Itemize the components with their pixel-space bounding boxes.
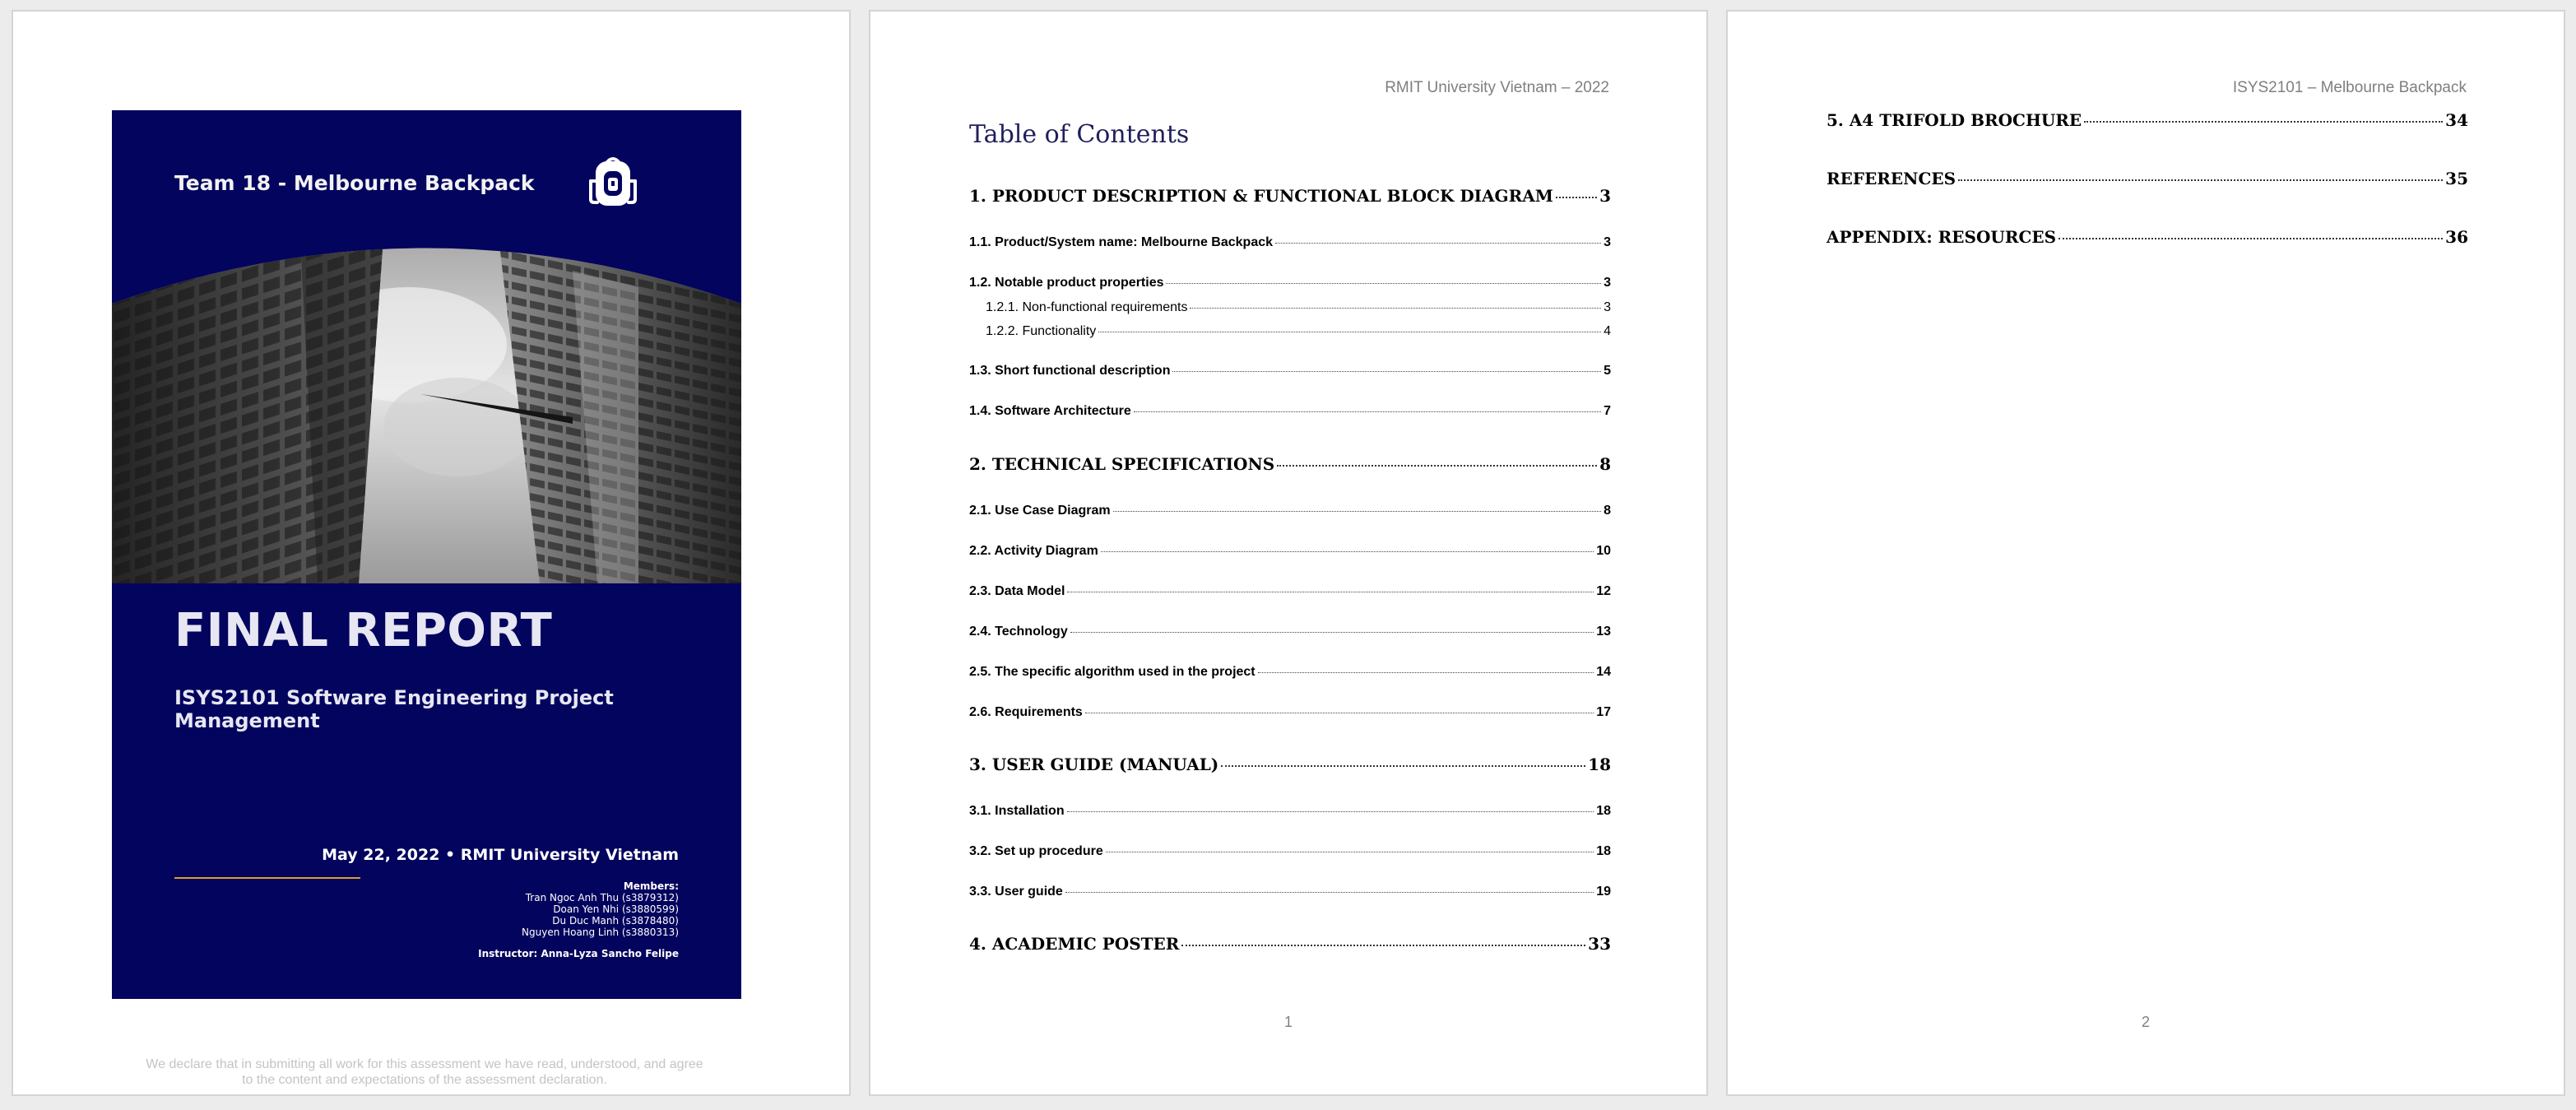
toc-entry[interactable] — [969, 454, 1611, 474]
running-header: ISYS2101 – Melbourne Backpack — [2232, 79, 2467, 96]
member-name: Du Duc Manh (s3878480) — [552, 915, 679, 927]
toc-entry-label: 2.6. Requirements — [969, 705, 1083, 719]
toc-dot-leader — [1166, 283, 1601, 284]
toc-dot-leader — [1181, 945, 1585, 946]
toc-entry-label: 2.1. Use Case Diagram — [969, 504, 1111, 518]
toc-heading: Table of Contents — [969, 120, 1190, 149]
toc-entry-label: APPENDIX: RESOURCES — [1826, 227, 2057, 247]
cover-instructor: Instructor: Anna-Lyza Sancho Felipe — [478, 948, 679, 959]
toc-entry-label: 1.3. Short functional description — [969, 364, 1171, 378]
toc-dot-leader — [2084, 121, 2443, 123]
toc-entry-label: 2.5. The specific algorithm used in the project — [969, 665, 1256, 679]
toc-entry-label: 2.4. Technology — [969, 625, 1068, 639]
member-name: Tran Ngoc Anh Thu (s3879312) — [525, 892, 679, 903]
toc-entry-label: 2. TECHNICAL SPECIFICATIONS — [969, 454, 1275, 474]
cover-team-name: Team 18 - Melbourne Backpack — [174, 171, 535, 195]
toc-dot-leader — [1070, 632, 1594, 633]
declaration-footnote: We declare that in submitting all work for this assessment we have read, understood, and agree to the content and expectations of the assessment declaration. — [146, 1057, 703, 1087]
toc-entry-page: 12 — [1596, 584, 1611, 598]
toc-entry-label: 1.2.2. Functionality — [986, 324, 1097, 338]
toc-entry[interactable] — [1826, 227, 2468, 247]
toc-entry-page: 3 — [1604, 235, 1611, 249]
toc-page-2 — [1726, 10, 2565, 1096]
toc-entry-page: 13 — [1596, 625, 1611, 639]
toc-entry-label: 1.1. Product/System name: Melbourne Backpack — [969, 235, 1274, 249]
toc-entry-label: 1.2. Notable product properties — [969, 276, 1164, 290]
toc-entry[interactable] — [969, 186, 1611, 206]
members-heading: Members: — [623, 880, 679, 892]
member-name: Doan Yen Nhi (s3880599) — [553, 903, 679, 915]
toc-entry-page: 17 — [1596, 705, 1611, 719]
toc-dot-leader — [1958, 179, 2443, 181]
toc-dot-leader — [1172, 371, 1601, 372]
backpack-icon — [584, 153, 642, 207]
toc-entry[interactable] — [969, 300, 1611, 315]
toc-entry-page: 35 — [2445, 169, 2468, 188]
cover-members — [522, 880, 679, 938]
toc-entry-label: 1. PRODUCT DESCRIPTION & FUNCTIONAL BLOCK DIAGRAM — [969, 186, 1553, 206]
toc-dot-leader — [1277, 465, 1597, 467]
toc-dot-leader — [1258, 672, 1594, 673]
cover-date-line: May 22, 2022 • RMIT University Vietnam — [322, 846, 679, 864]
toc-entry[interactable] — [1826, 110, 2468, 130]
toc-entry[interactable] — [969, 364, 1611, 379]
toc-entry[interactable] — [969, 324, 1611, 339]
page-number: 2 — [2141, 1014, 2150, 1030]
toc-entry-label: 3. USER GUIDE (MANUAL) — [969, 755, 1219, 774]
toc-entry-label: 1.4. Software Architecture — [969, 404, 1131, 418]
toc-entry[interactable] — [969, 755, 1611, 774]
toc-entry-label: 4. ACADEMIC POSTER — [969, 934, 1180, 954]
toc-entry-page: 18 — [1596, 844, 1611, 858]
toc-entry-label: 2.2. Activity Diagram — [969, 544, 1098, 558]
cover-page — [12, 10, 851, 1096]
toc-entry-label: 1.2.1. Non-functional requirements — [986, 300, 1188, 314]
toc-page-1 — [869, 10, 1708, 1096]
toc-entry-page: 33 — [1588, 934, 1611, 954]
toc-dot-leader — [1101, 551, 1594, 552]
toc-entry[interactable] — [969, 844, 1611, 859]
toc-entry-label: 3.3. User guide — [969, 885, 1063, 899]
toc-entry-label: 3.1. Installation — [969, 804, 1065, 818]
toc-dot-leader — [1190, 308, 1601, 309]
cover-subtitle: ISYS2101 Software Engineering Project Management — [174, 686, 614, 732]
toc-entry[interactable] — [969, 804, 1611, 819]
toc-entry-page: 7 — [1604, 404, 1611, 418]
toc-entry-label: 3.2. Set up procedure — [969, 844, 1103, 858]
toc-entry-page: 36 — [2445, 227, 2468, 247]
toc-entry-page: 34 — [2445, 110, 2468, 130]
toc-entry-page: 18 — [1588, 755, 1611, 774]
cover-title: FINAL REPORT — [174, 604, 553, 657]
toc-dot-leader — [1134, 411, 1601, 412]
toc-entry-label: 5. A4 TRIFOLD BROCHURE — [1826, 110, 2082, 130]
toc-entry-page: 19 — [1596, 885, 1611, 899]
toc-dot-leader — [1275, 243, 1601, 244]
toc-dot-leader — [1556, 197, 1597, 198]
toc-entry[interactable] — [969, 276, 1611, 290]
toc-entry-page: 4 — [1604, 324, 1611, 338]
toc-entry-label: REFERENCES — [1826, 169, 1956, 188]
toc-entry[interactable] — [969, 235, 1611, 250]
toc-dot-leader — [1067, 811, 1594, 812]
toc-entry-label: 2.3. Data Model — [969, 584, 1065, 598]
member-name: Nguyen Hoang Linh (s3880313) — [522, 927, 679, 938]
running-header: RMIT University Vietnam – 2022 — [1385, 79, 1609, 96]
cover-panel — [112, 110, 741, 999]
toc-entry[interactable] — [969, 544, 1611, 559]
cover-accent-rule — [174, 877, 360, 879]
toc-entry[interactable] — [969, 584, 1611, 599]
page-number: 1 — [1283, 1014, 1293, 1030]
toc-entry-page: 8 — [1599, 454, 1611, 474]
toc-dot-leader — [2058, 238, 2443, 239]
toc-entry[interactable] — [969, 705, 1611, 720]
toc-dot-leader — [1221, 765, 1585, 767]
toc-entry[interactable] — [969, 665, 1611, 680]
toc-entry-page: 3 — [1604, 276, 1611, 290]
toc-entry[interactable] — [969, 885, 1611, 899]
toc-entry-page: 3 — [1604, 300, 1611, 314]
toc-entry[interactable] — [969, 404, 1611, 419]
toc-entry-page: 14 — [1596, 665, 1611, 679]
cover-building-photo — [112, 238, 741, 583]
toc-entry-page: 5 — [1604, 364, 1611, 378]
toc-dot-leader — [1065, 892, 1594, 893]
toc-entry[interactable] — [969, 934, 1611, 954]
toc-entry-page: 10 — [1596, 544, 1611, 558]
toc-entry-page: 8 — [1604, 504, 1611, 518]
toc-dot-leader — [1113, 511, 1601, 512]
toc-entry-page: 18 — [1596, 804, 1611, 818]
toc-entry[interactable] — [969, 625, 1611, 639]
toc-entry-page: 3 — [1599, 186, 1611, 206]
toc-entry[interactable] — [969, 504, 1611, 518]
toc-entry[interactable] — [1826, 169, 2468, 188]
